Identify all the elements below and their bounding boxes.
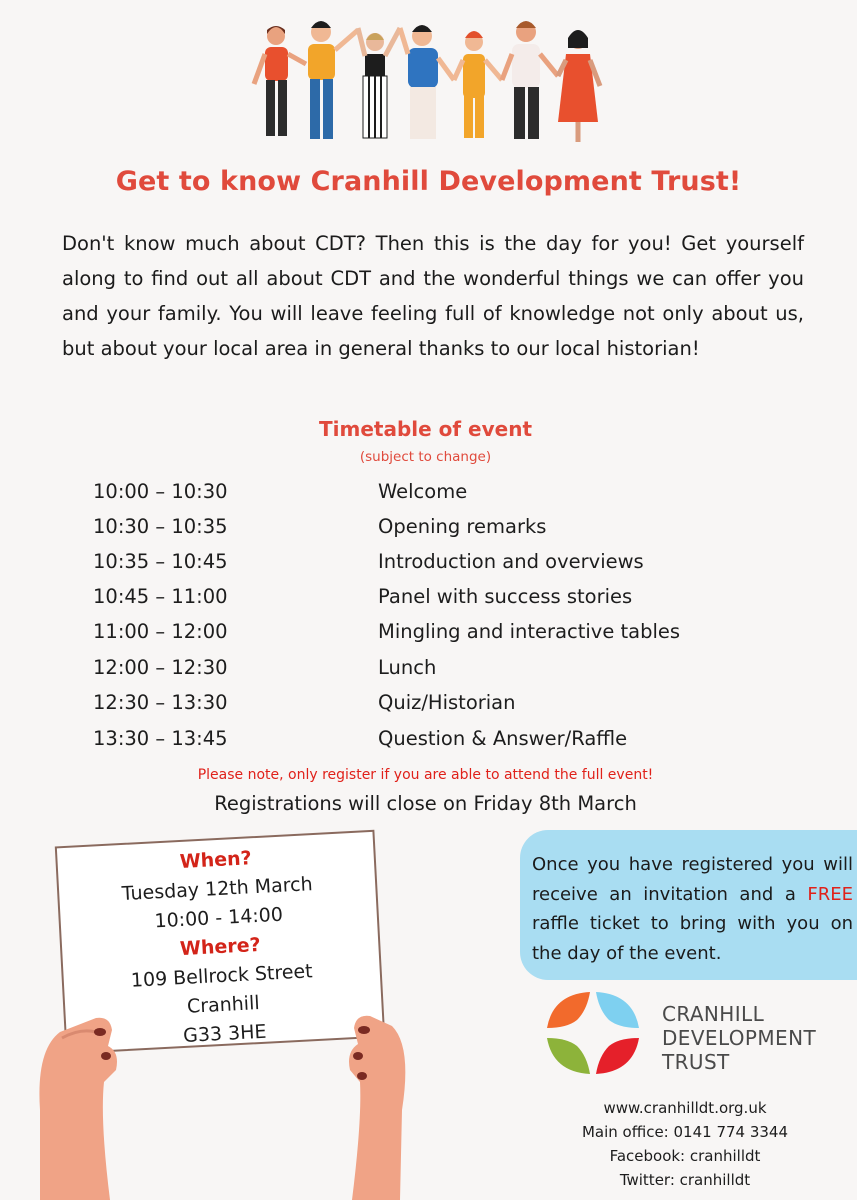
timetable-heading: Timetable of event [318,417,533,441]
timetable-row [0,656,857,686]
event-time: 10:00 - 14:00 [154,903,284,933]
where-label: Where? [179,933,262,961]
timetable-row [0,585,857,615]
timetable-activity: Introduction and overviews [378,550,644,573]
event-date: Tuesday 12th March [121,873,314,906]
timetable-subheading: (subject to change) [359,449,492,465]
website-link[interactable]: www.cranhilldt.org.uk [603,1099,767,1117]
timetable-time: 13:30 – 13:45 [93,727,228,750]
bubble-free-highlight: FREE [807,883,853,905]
contact-info [560,1096,810,1192]
timetable-row [0,691,857,721]
registration-deadline: Registrations will close on Friday 8th March [214,792,637,815]
hands-illustration [0,820,440,1200]
timetable-activity: Lunch [378,656,437,679]
timetable-activity: Welcome [378,480,468,503]
timetable-row [0,480,857,510]
intro-paragraph: Don't know much about CDT? Then this is the day for you! Get yourself along to find out all about CDT and the wonderful things we can offer you and your family. You will leave feeling full of knowledge not only about us, but about your local area in general thanks to our local historian! [62,232,804,360]
timetable-activity: Question & Answer/Raffle [378,727,628,750]
logo-line1: CRANHILL [662,1002,765,1026]
when-label: When? [179,847,253,873]
cdt-logo-icon [543,990,643,1076]
person-6 [502,21,558,139]
timetable-time: 12:30 – 13:30 [93,691,228,714]
page-title: Get to know Cranhill Development Trust! [115,166,742,197]
right-hand [349,1016,405,1200]
timetable-row [0,620,857,650]
registration-info-bubble [520,830,857,980]
timetable-activity: Quiz/Historian [378,691,516,714]
timetable-row [0,550,857,580]
event-sign [0,820,440,1200]
timetable-activity: Panel with success stories [378,585,633,608]
timetable-time: 10:00 – 10:30 [93,480,228,503]
logo-line3: TRUST [662,1050,730,1074]
person-5 [454,31,502,138]
cdt-logo-text [662,1002,852,1074]
bubble-text-after: raffle ticket to bring with you on the day of the event. [532,913,853,964]
timetable-time: 10:30 – 10:35 [93,515,228,538]
timetable-activity: Mingling and interactive tables [378,620,681,643]
timetable-time: 10:35 – 10:45 [93,550,228,573]
timetable-time: 10:45 – 11:00 [93,585,228,608]
phone-number: Main office: 0141 774 3344 [581,1123,789,1141]
bubble-text-before: Once you have registered you will receive an invitation and a [532,854,853,905]
person-1 [254,26,306,136]
twitter-handle: Twitter: cranhilldt [619,1171,751,1189]
people-illustration [248,14,608,150]
timetable-activity: Opening remarks [378,515,547,538]
timetable-row [0,727,857,757]
event-postcode: G33 3HE [182,1020,267,1048]
logo-line2: DEVELOPMENT [662,1026,817,1050]
event-address-line1: 109 Bellrock Street [130,960,314,992]
timetable-time: 12:00 – 12:30 [93,656,228,679]
attendance-note: Please note, only register if you are able to attend the full event! [197,767,654,783]
person-3 [358,28,400,138]
timetable-row [0,515,857,545]
person-7 [558,30,600,142]
person-2 [308,21,358,139]
left-hand [39,1018,117,1200]
timetable-time: 11:00 – 12:00 [93,620,228,643]
event-address-line2: Cranhill [186,992,261,1018]
facebook-handle: Facebook: cranhilldt [609,1147,761,1165]
person-4 [400,25,454,139]
